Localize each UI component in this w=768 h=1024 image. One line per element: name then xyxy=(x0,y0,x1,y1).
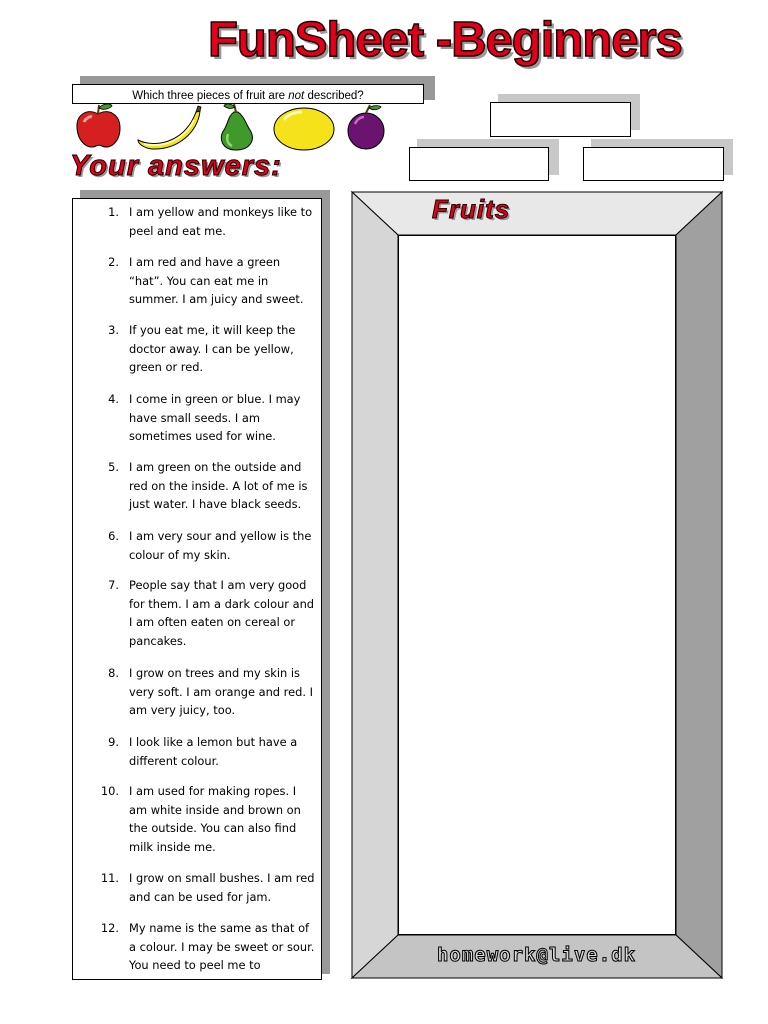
description-number: 3. xyxy=(108,323,119,337)
description-number: 6. xyxy=(108,529,119,543)
question-text-start: Which three pieces of fruit are xyxy=(132,90,289,102)
description-number: 5. xyxy=(108,460,119,474)
description-number: 4. xyxy=(108,392,119,406)
question-text-end: described? xyxy=(304,90,364,102)
description-text: I am red and have a green “hat”. You can eat me in summer. I am juicy and sweet. xyxy=(129,255,304,307)
question-emphasis: not xyxy=(288,90,305,102)
frame-left-bevel xyxy=(352,192,398,978)
description-text: I am yellow and monkeys like to peel and eat me. xyxy=(129,205,313,238)
description-number: 2. xyxy=(108,255,119,269)
frame-top-bevel xyxy=(352,192,722,235)
question-box xyxy=(72,84,424,104)
description-text: I grow on small bushes. I am red and can be used for jam. xyxy=(129,871,315,904)
description-number: 11. xyxy=(100,871,119,885)
description-number: 1. xyxy=(108,205,119,219)
description-text: If you eat me, it will keep the doctor away. I can be yellow, green or red. xyxy=(129,323,296,375)
drawing-area xyxy=(398,235,676,935)
answers-heading: Your answers: xyxy=(70,150,282,182)
lemon-icon xyxy=(274,108,334,150)
description-text: My name is the same as that of a colour. I may be sweet or sour. You need to peel me to xyxy=(129,921,315,973)
description-number: 12. xyxy=(100,921,119,935)
banana-icon xyxy=(138,106,201,149)
frame-title: Fruits xyxy=(432,194,511,224)
pear-icon xyxy=(221,104,252,150)
description-number: 10. xyxy=(100,784,119,798)
description-number: 7. xyxy=(108,578,119,592)
description-text: I am green on the outside and red on the inside. A lot of me is just water. I have black seeds. xyxy=(129,460,308,512)
apple-icon xyxy=(77,104,120,147)
description-text: I come in green or blue. I may have small seeds. I am sometimes used for wine. xyxy=(129,392,301,444)
plum-icon xyxy=(348,105,384,149)
description-text: People say that I am very good for them. I am a dark colour and I am often eaten on cereal or pancakes. xyxy=(129,578,315,648)
description-number: 9. xyxy=(108,735,119,749)
worksheet-title: FunSheet -Beginners xyxy=(208,13,682,67)
frame-right-bevel xyxy=(676,192,722,978)
fruit-row xyxy=(74,102,394,152)
description-text: I grow on trees and my skin is very soft. I am orange and red. I am very juicy, too. xyxy=(129,666,313,718)
footer-email: homework@live.dk xyxy=(436,944,637,966)
answer-box-1[interactable] xyxy=(490,102,631,137)
answer-box-3[interactable] xyxy=(583,147,724,181)
answer-box-2[interactable] xyxy=(409,147,549,181)
fruit-descriptions-list xyxy=(72,198,322,980)
description-text: I am very sour and yellow is the colour of my skin. xyxy=(129,529,312,562)
description-text: I look like a lemon but have a different colour. xyxy=(129,735,298,768)
description-number: 8. xyxy=(108,666,119,680)
description-text: I am used for making ropes. I am white inside and brown on the outside. You can also find milk inside me. xyxy=(129,784,301,854)
